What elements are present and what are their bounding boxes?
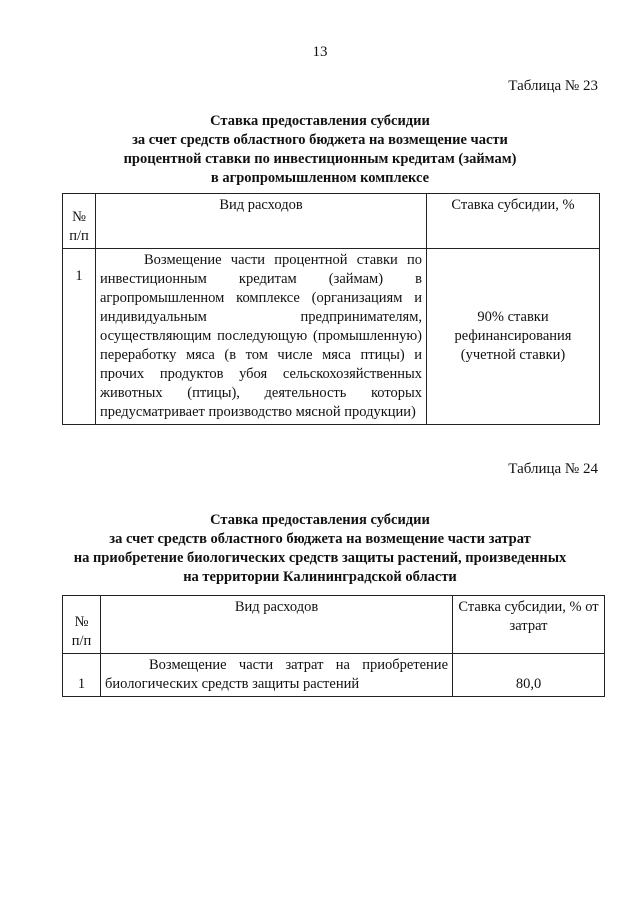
page-number: 13 [312,44,328,60]
header-num: № п/п [63,194,96,249]
table-24-title-line: на приобретение биологических средств защиты растений, произведенных [73,550,567,566]
table-header-row [63,194,600,249]
table-23-title-line: Ставка предоставления субсидии [210,113,430,129]
header-type: Вид расходов [101,596,453,654]
table-23-title-line: процентной ставки по инвестиционным кредитам (займам) [123,151,517,167]
table-row [63,249,600,425]
header-rate: Ставка субсидии, % от затрат [453,596,605,654]
header-num: № п/п [63,596,101,654]
table-24 [62,595,605,697]
table-23-label: Таблица № 23 [508,78,598,94]
row-description-text: Возмещение части затрат на приобретение биологических средств защиты растений [105,657,448,692]
row-rate: 90% ставки рефинансирования (учетной ставки) [427,249,600,425]
row-description-text: Возмещение части процентной ставки по инвестиционным кредитам (займам) в агропромышленном комплексе (организациям и индивидуальным предпринимателям, осуществляющим последующую (промышленную) переработку мяса (в том числе мяса птицы) и прочих продуктов убоя сельскохозяйственных животных (птицы), деятельность которых предусматривает производство мясной продукции) [100,252,422,420]
row-description [101,654,453,697]
table-24-title [20,511,620,587]
table-24-title-line: на территории Калининградской области [183,569,457,585]
table-23-title-line: за счет средств областного бюджета на возмещение части [132,132,508,148]
table-23 [62,193,600,425]
row-num: 1 [63,654,101,697]
table-24-label: Таблица № 24 [508,461,598,477]
table-row [63,654,605,697]
header-rate: Ставка субсидии, % [427,194,600,249]
row-num: 1 [63,249,96,425]
table-23-title [20,112,620,188]
table-24-title-line: за счет средств областного бюджета на возмещение части затрат [109,531,531,547]
table-23-title-line: в агропромышленном комплексе [210,170,430,186]
row-description [96,249,427,425]
table-24-title-line: Ставка предоставления субсидии [210,512,430,528]
row-rate: 80,0 [453,654,605,697]
header-type: Вид расходов [96,194,427,249]
table-header-row [63,596,605,654]
